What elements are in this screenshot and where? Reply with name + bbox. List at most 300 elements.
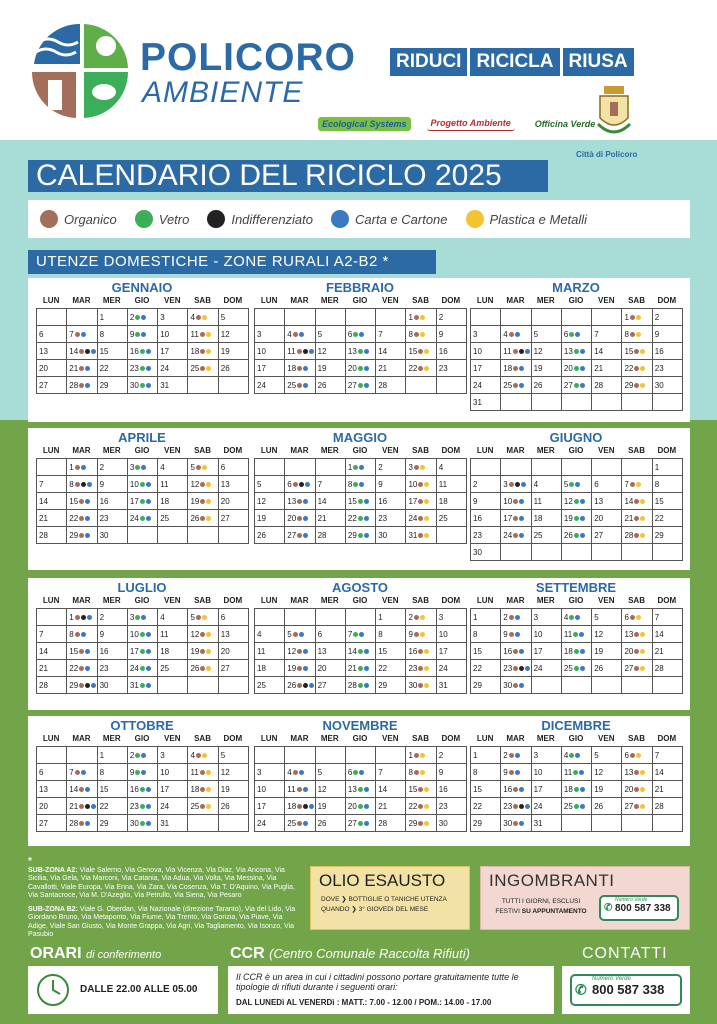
day-cell — [97, 510, 127, 527]
waste-dot-icon — [75, 465, 80, 470]
day-cell — [501, 527, 531, 544]
waste-dot-icon — [303, 683, 308, 688]
motto-riduci: RIDUCI — [390, 48, 467, 76]
waste-dot-icon — [634, 499, 639, 504]
day-number: 31 — [129, 680, 139, 690]
day-number: 4 — [287, 767, 292, 777]
day-number: 28 — [594, 380, 604, 390]
olio-dove-label: DOVE — [321, 896, 340, 903]
waste-dot-icon — [640, 516, 645, 521]
day-cell — [67, 377, 97, 394]
weekday-label: GIO — [568, 734, 584, 743]
waste-dot-icon — [200, 366, 205, 371]
day-number: 27 — [347, 818, 357, 828]
day-number: 5 — [533, 329, 539, 339]
empty-cell — [285, 609, 315, 626]
weekday-label: VEN — [598, 596, 615, 605]
legend-indifferenziato — [207, 210, 313, 228]
day-number: 30 — [129, 380, 139, 390]
waste-dot-icon — [636, 753, 641, 758]
waste-dot-icon — [515, 753, 520, 758]
day-number: 10 — [438, 629, 448, 639]
day-cell — [285, 660, 315, 677]
phone-number: 800 587 338 — [615, 903, 671, 914]
day-number: 21 — [594, 363, 604, 373]
day-cell — [315, 626, 345, 643]
day-number: 13 — [563, 346, 573, 356]
day-cell — [592, 764, 622, 781]
day-number: 11 — [563, 767, 573, 777]
weekday-label: LUN — [42, 596, 60, 605]
ccr-text: Il CCR è un area in cui i cittadini possono portare gratuitamente tutte le tipologie di rifiuti durante i seguenti orari: — [236, 972, 519, 992]
waste-dot-icon — [573, 632, 578, 637]
waste-dot-icon — [146, 632, 151, 637]
waste-dot-icon — [509, 770, 514, 775]
day-number: 3 — [129, 612, 135, 622]
day-number: 23 — [438, 801, 448, 811]
waste-dot-icon — [303, 516, 308, 521]
day-cell — [188, 493, 218, 510]
day-number: 22 — [69, 513, 79, 523]
day-cell — [158, 510, 188, 527]
day-number: 1 — [473, 750, 478, 760]
waste-dot-icon — [297, 787, 302, 792]
waste-dot-icon — [364, 666, 369, 671]
day-number: 2 — [129, 312, 135, 322]
weekday-label: GIO — [352, 446, 368, 455]
weekday-label: MAR — [290, 734, 309, 743]
waste-dot-icon — [81, 615, 86, 620]
orari-box — [28, 966, 218, 1014]
day-number: 26 — [533, 380, 543, 390]
day-cell — [345, 798, 375, 815]
day-cell — [97, 764, 127, 781]
day-number: 11 — [563, 629, 573, 639]
waste-dot-icon — [418, 349, 423, 354]
indifferenziato-dot-icon — [207, 210, 225, 228]
waste-dot-icon — [640, 383, 645, 388]
waste-dot-icon — [525, 349, 530, 354]
day-cell — [255, 493, 285, 510]
day-cell — [218, 343, 248, 360]
day-cell — [531, 798, 561, 815]
waste-dot-icon — [79, 366, 84, 371]
day-cell — [315, 764, 345, 781]
waste-dot-icon — [141, 315, 146, 320]
day-cell — [531, 510, 561, 527]
waste-dot-icon — [515, 615, 520, 620]
day-cell — [376, 609, 406, 626]
day-cell — [67, 510, 97, 527]
day-cell — [622, 309, 652, 326]
day-number: 2 — [438, 312, 444, 322]
waste-dot-icon — [420, 753, 425, 758]
day-cell — [67, 343, 97, 360]
waste-dot-icon — [140, 366, 145, 371]
empty-cell — [501, 309, 531, 326]
waste-dot-icon — [79, 683, 84, 688]
day-cell — [218, 798, 248, 815]
day-number: 16 — [129, 784, 139, 794]
waste-dot-icon — [630, 753, 635, 758]
waste-dot-icon — [513, 366, 518, 371]
day-cell — [97, 643, 127, 660]
waste-dot-icon — [297, 666, 302, 671]
day-cell — [315, 527, 345, 544]
day-number: 19 — [317, 801, 327, 811]
day-cell — [255, 815, 285, 832]
day-cell — [127, 747, 157, 764]
day-cell — [652, 309, 682, 326]
ingombranti-title: INGOMBRANTI — [489, 871, 615, 890]
header — [0, 0, 717, 140]
day-number: 23 — [129, 363, 139, 373]
day-number: 27 — [624, 801, 634, 811]
day-cell — [501, 510, 531, 527]
waste-dot-icon — [206, 632, 211, 637]
day-number: 6 — [347, 329, 353, 339]
day-number: 20 — [220, 646, 230, 656]
empty-cell — [561, 394, 591, 411]
day-number: 27 — [220, 513, 230, 523]
day-number: 17 — [257, 363, 266, 373]
day-cell — [188, 309, 218, 326]
waste-dot-icon — [297, 383, 302, 388]
weekday-label: LUN — [476, 596, 494, 605]
day-cell — [561, 609, 591, 626]
waste-dot-icon — [364, 804, 369, 809]
day-number: 10 — [129, 479, 139, 489]
empty-cell — [436, 527, 466, 544]
day-number: 15 — [473, 646, 482, 656]
empty-cell — [652, 677, 682, 694]
day-cell — [531, 643, 561, 660]
day-number: 16 — [99, 646, 109, 656]
day-cell — [97, 527, 127, 544]
waste-dot-icon — [569, 332, 574, 337]
day-number: 5 — [190, 612, 195, 622]
waste-dot-icon — [364, 649, 369, 654]
contatti-phone[interactable] — [570, 974, 682, 1006]
weekday-label: GIO — [352, 296, 368, 305]
empty-cell — [315, 309, 345, 326]
day-number: 7 — [39, 479, 44, 489]
waste-dot-icon — [79, 383, 84, 388]
legend-label: Carta e Cartone — [355, 211, 448, 227]
day-cell — [255, 343, 285, 360]
day-cell — [531, 493, 561, 510]
day-cell — [315, 476, 345, 493]
waste-dot-icon — [630, 482, 635, 487]
waste-dot-icon — [196, 315, 201, 320]
day-number: 15 — [69, 646, 79, 656]
day-cell — [501, 626, 531, 643]
ccr-label: CCR — [230, 945, 265, 962]
waste-dot-icon — [424, 366, 429, 371]
waste-dot-icon — [414, 632, 419, 637]
waste-dot-icon — [303, 533, 308, 538]
day-cell — [471, 747, 501, 764]
day-number: 4 — [160, 612, 165, 622]
day-cell — [622, 527, 652, 544]
day-number: 5 — [257, 479, 262, 489]
day-cell — [406, 343, 436, 360]
waste-dot-icon — [418, 683, 423, 688]
day-cell — [622, 798, 652, 815]
empty-cell — [561, 677, 591, 694]
day-cell — [561, 510, 591, 527]
day-cell — [436, 764, 466, 781]
weekday-label: VEN — [598, 296, 615, 305]
month-table — [470, 308, 683, 411]
day-cell — [37, 360, 67, 377]
olio-box — [310, 866, 470, 930]
day-cell — [652, 459, 682, 476]
day-cell — [285, 643, 315, 660]
day-cell — [436, 660, 466, 677]
day-cell — [97, 476, 127, 493]
day-cell — [345, 326, 375, 343]
day-cell — [501, 815, 531, 832]
day-number: 17 — [503, 513, 513, 523]
day-cell — [501, 493, 531, 510]
day-cell — [501, 326, 531, 343]
day-number: 30 — [99, 680, 109, 690]
subzone-list — [28, 858, 302, 940]
weekday-header — [254, 596, 466, 605]
day-number: 27 — [39, 380, 48, 390]
day-number: 24 — [533, 801, 543, 811]
day-cell — [501, 781, 531, 798]
waste-dot-icon — [353, 482, 358, 487]
waste-dot-icon — [636, 332, 641, 337]
day-cell — [315, 677, 345, 694]
day-cell — [158, 326, 188, 343]
day-cell — [531, 343, 561, 360]
waste-dot-icon — [574, 349, 579, 354]
day-cell — [406, 459, 436, 476]
day-number: 20 — [220, 496, 230, 506]
waste-dot-icon — [634, 366, 639, 371]
day-cell — [97, 326, 127, 343]
day-number: 22 — [408, 801, 418, 811]
waste-dot-icon — [146, 482, 151, 487]
brand-name: POLICORO — [140, 36, 357, 79]
day-cell — [471, 527, 501, 544]
waste-dot-icon — [303, 383, 308, 388]
waste-dot-icon — [75, 770, 80, 775]
day-cell — [255, 510, 285, 527]
day-cell — [406, 781, 436, 798]
waste-dot-icon — [75, 615, 80, 620]
waste-dot-icon — [513, 787, 518, 792]
day-number: 30 — [438, 818, 448, 828]
day-number: 9 — [408, 629, 413, 639]
waste-dot-icon — [634, 533, 639, 538]
day-number: 10 — [257, 346, 266, 356]
day-number: 5 — [594, 750, 599, 760]
month-name: MARZO — [552, 280, 600, 295]
subzone-a2-streets: Viale Salerno, Via Genova, Via Vicenza, Via Diaz, Via Ancona, Via Sicilia, Via Gela, Via Marconi, Via Catania, Via Adua, Via Volta, Via Messina, Via Cavallotti, Viale Europa, Via Enna, Via Zara, Via Cosenza, Via T. D'Aquino, Via Puglia, Via Santacroce, Via M. D'Azeglio, Via Petrullo, Via Siena, Via Pesaro — [28, 866, 295, 899]
legend-label: Vetro — [158, 211, 190, 227]
waste-dot-icon — [640, 787, 645, 792]
empty-cell — [592, 815, 622, 832]
waste-dot-icon — [85, 787, 90, 792]
subzone-b2-streets: Viale G. Oberdan, Via Nazionale (direzione Taranto), Via del Lido, Via Giordano Bruno, Via Metaponto, Via Fiume, Via Trento, Via Gorizia, Via Piave, Via Adige, Viale San Giusto, Via Monte Grappa, Via Agri, Via Tagliamento, Via Isonzo, Via Pasubio — [28, 905, 296, 938]
empty-cell — [406, 377, 436, 394]
day-cell — [436, 781, 466, 798]
day-cell — [471, 343, 501, 360]
day-cell — [255, 360, 285, 377]
day-cell — [97, 459, 127, 476]
day-cell — [622, 510, 652, 527]
weekday-header — [254, 446, 466, 455]
day-number: 25 — [257, 680, 266, 690]
day-number: 21 — [39, 663, 48, 673]
day-cell — [127, 815, 157, 832]
waste-dot-icon — [634, 787, 639, 792]
day-number: 6 — [563, 329, 569, 339]
weekday-label: SAB — [194, 446, 211, 455]
weekday-header — [36, 734, 248, 743]
day-cell — [67, 677, 97, 694]
weekday-label: SAB — [194, 296, 211, 305]
waste-dot-icon — [519, 649, 524, 654]
day-cell — [158, 360, 188, 377]
weekday-label: LUN — [476, 734, 494, 743]
day-cell — [37, 798, 67, 815]
subzone-b2 — [28, 906, 302, 940]
day-number: 31 — [408, 530, 418, 540]
day-number: 7 — [654, 750, 660, 760]
day-number: 20 — [594, 513, 604, 523]
waste-dot-icon — [303, 499, 308, 504]
day-cell — [345, 660, 375, 677]
motto — [390, 48, 634, 76]
day-number: 24 — [160, 363, 170, 373]
waste-dot-icon — [79, 804, 84, 809]
waste-dot-icon — [634, 349, 639, 354]
waste-dot-icon — [206, 349, 211, 354]
waste-dot-icon — [140, 383, 145, 388]
waste-dot-icon — [85, 499, 90, 504]
orari-sub: di conferimento — [86, 949, 162, 961]
day-number: 11 — [438, 479, 448, 489]
weekday-label: LUN — [42, 296, 60, 305]
empty-cell — [531, 544, 561, 561]
day-cell — [406, 798, 436, 815]
day-cell — [561, 626, 591, 643]
day-cell — [285, 476, 315, 493]
waste-dot-icon — [85, 383, 90, 388]
day-number: 16 — [438, 784, 448, 794]
waste-dot-icon — [574, 649, 579, 654]
day-number: 1 — [473, 612, 478, 622]
weekday-label: SAB — [412, 734, 429, 743]
day-cell — [501, 798, 531, 815]
day-cell — [471, 764, 501, 781]
waste-dot-icon — [580, 499, 585, 504]
weekday-label: DOM — [223, 296, 243, 305]
day-number: 23 — [654, 363, 664, 373]
waste-dot-icon — [575, 482, 580, 487]
waste-dot-icon — [640, 632, 645, 637]
month-name: GENNAIO — [111, 280, 173, 295]
waste-dot-icon — [206, 666, 211, 671]
day-number: 17 — [473, 363, 482, 373]
day-number: 19 — [220, 346, 230, 356]
day-number: 2 — [654, 312, 660, 322]
day-number: 21 — [378, 363, 388, 373]
day-number: 2 — [99, 612, 105, 622]
day-cell — [592, 476, 622, 493]
day-cell — [501, 360, 531, 377]
empty-cell — [471, 459, 501, 476]
day-number: 1 — [624, 312, 629, 322]
day-cell — [376, 360, 406, 377]
day-cell — [158, 377, 188, 394]
weekday-label: VEN — [164, 596, 181, 605]
empty-cell — [188, 377, 218, 394]
day-number: 25 — [563, 801, 573, 811]
waste-dot-icon — [75, 332, 80, 337]
day-cell — [345, 626, 375, 643]
day-cell — [188, 510, 218, 527]
weekday-label: GIO — [568, 446, 584, 455]
ingombranti-phone[interactable] — [599, 895, 679, 921]
chevron-right-icon: ❯ — [351, 906, 357, 913]
day-cell — [592, 510, 622, 527]
day-number: 23 — [473, 530, 482, 540]
waste-dot-icon — [513, 804, 518, 809]
day-cell — [436, 626, 466, 643]
day-number: 24 — [503, 530, 513, 540]
day-number: 6 — [220, 462, 226, 472]
day-cell — [471, 510, 501, 527]
waste-dot-icon — [141, 615, 146, 620]
day-cell — [652, 643, 682, 660]
waste-dot-icon — [418, 516, 423, 521]
waste-dot-icon — [303, 666, 308, 671]
waste-dot-icon — [85, 666, 90, 671]
day-number: 11 — [257, 646, 266, 656]
empty-cell — [67, 747, 97, 764]
weekday-label: MAR — [72, 596, 91, 605]
waste-dot-icon — [297, 683, 302, 688]
waste-dot-icon — [509, 753, 514, 758]
day-cell — [97, 377, 127, 394]
day-number: 6 — [39, 767, 44, 777]
day-cell — [406, 747, 436, 764]
waste-dot-icon — [580, 649, 585, 654]
waste-dot-icon — [81, 632, 86, 637]
day-number: 29 — [624, 380, 634, 390]
waste-dot-icon — [420, 770, 425, 775]
day-cell — [37, 326, 67, 343]
day-number: 10 — [160, 767, 170, 777]
legend-carta — [331, 210, 448, 228]
day-number: 30 — [503, 818, 513, 828]
day-cell — [406, 677, 436, 694]
day-cell — [436, 747, 466, 764]
weekday-label: SAB — [412, 296, 429, 305]
empty-cell — [592, 394, 622, 411]
day-cell — [471, 493, 501, 510]
empty-cell — [218, 527, 248, 544]
waste-dot-icon — [87, 615, 92, 620]
day-number: 18 — [190, 784, 200, 794]
day-number: 13 — [347, 784, 357, 794]
